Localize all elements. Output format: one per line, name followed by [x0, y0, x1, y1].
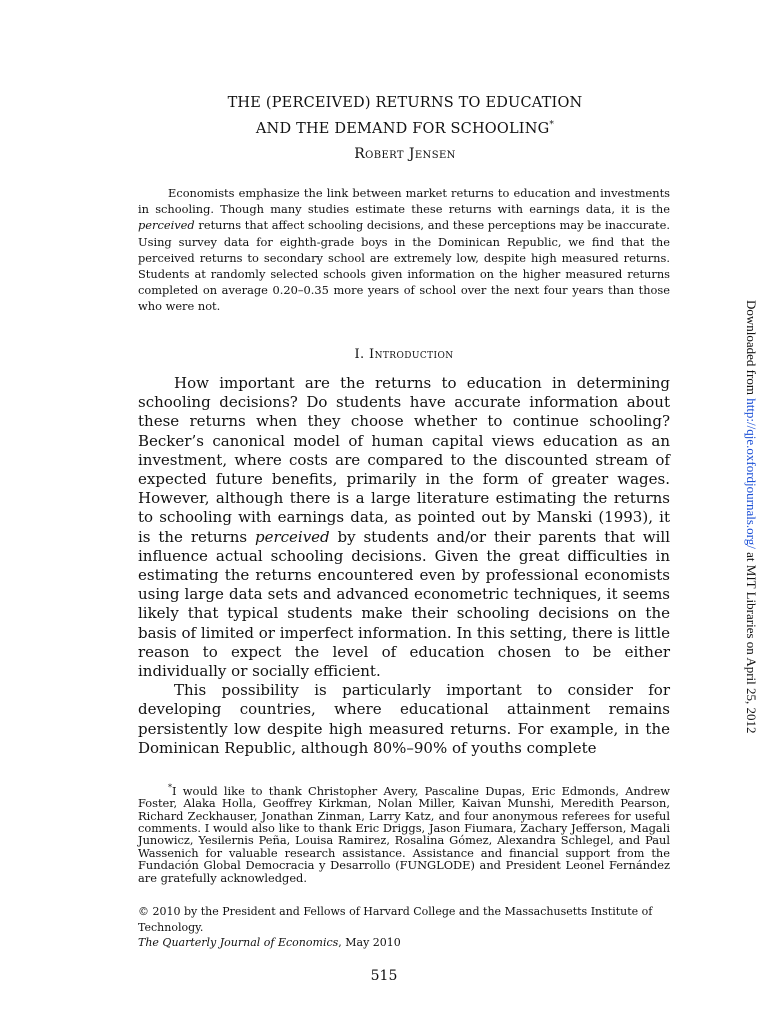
journal-link[interactable]: http://qje.oxfordjournals.org/	[744, 398, 759, 549]
footnote-paragraph	[138, 782, 670, 884]
abstract-emphasis: perceived	[138, 218, 195, 233]
footnote	[138, 782, 670, 884]
abstract-text-2: returns that affect schooling decisions, and these perceptions may be inaccurate. Using survey data for eighth-grade boys in the Dominican Republic, we find that the perceived returns to secondary school are extremely low, despite high measured returns. Students at randomly selected schools given information on the higher measured returns completed on average 0.20–0.35 more years of school over the next four years than those who were not.	[138, 218, 670, 314]
title-line-2-text: AND THE DEMAND FOR SCHOOLING	[255, 120, 550, 137]
title-footnote-marker: *	[549, 120, 555, 130]
download-notice-prefix: Downloaded from	[744, 300, 759, 399]
footnote-text: I would like to thank Christopher Avery, Pascaline Dupas, Eric Edmonds, Andrew Foster, Alaka Holla, Geoffrey Kirkman, Nolan Miller, Kaivan Munshi, Meredith Pearson, Richard Zeckhauser, Jonathan Zinman, Larry Katz, and four anonymous referees for useful comments. I would also like to thank Eric Driggs, Jason Fiumara, Zachary Jefferson, Magali Junowicz, Yesilernis Peña, Louisa Ramirez, Rosalina Gómez, Alexandra Schlegel, and Paul Wassenich for valuable research assistance. Assistance and financial support from the Fundación Global Democracia y Desarrollo (FUNGLODE) and President Leonel Fernández are gratefully acknowledged.	[138, 783, 670, 885]
abstract	[138, 185, 670, 315]
page-number: 515	[370, 968, 398, 984]
title-line-1: THE (PERCEIVED) RETURNS TO EDUCATION	[227, 95, 583, 111]
paper-title	[150, 92, 660, 140]
download-notice-suffix: at MIT Libraries on April 25, 2012	[744, 548, 759, 734]
body-text	[138, 374, 670, 758]
abstract-paragraph	[138, 185, 670, 315]
journal-citation	[138, 936, 670, 950]
journal-name: The Quarterly Journal of Economics	[138, 936, 339, 949]
footnote-marker: *	[168, 783, 172, 792]
author-name: Robert Jensen	[354, 146, 456, 162]
copyright-notice: © 2010 by the President and Fellows of Harvard College and the Massachusetts Institute of Technology.	[138, 905, 653, 934]
body-p1-emphasis: perceived	[254, 527, 330, 546]
download-notice-text	[743, 300, 759, 734]
journal-date: , May 2010	[338, 936, 401, 949]
body-paragraph-1	[138, 374, 670, 681]
abstract-text-1: Economists emphasize the link between market returns to education and investments in schooling. Though many studies estimate these returns with earnings data, it is the	[138, 186, 670, 217]
download-notice-sidebar	[745, 300, 761, 740]
body-p1-text-2: by students and/or their parents that will influence actual schooling decisions. Given the great difficulties in estimating the returns encountered even by professional economists using large data sets and advanced econometric techniques, it seems likely that typical students make their schooling decisions on the basis of limited or imperfect information. In this setting, there is little reason to expect the level of education chosen to be either individually or socially efficient.	[138, 527, 670, 681]
body-p1-text-1: How important are the returns to education in determining schooling decisions? Do students have accurate information about these returns when they choose whether to continue schooling? Becker’s canonical model of human capital views education as an investment, where costs are compared to the discounted stream of expected future benefits, primarily in the form of greater wages. However, although there is a large literature estimating the returns to schooling with earnings data, as pointed out by Manski (1993), it is the returns	[138, 374, 670, 546]
body-paragraph-2: This possibility is particularly important to consider for developing countries, where educational attainment remains persistently low despite high measured returns. For example, in the Dominican Republic, although 80%–90% of youths complete	[138, 681, 670, 757]
title-line-2	[150, 114, 660, 140]
section-heading: I. Introduction	[354, 347, 454, 362]
